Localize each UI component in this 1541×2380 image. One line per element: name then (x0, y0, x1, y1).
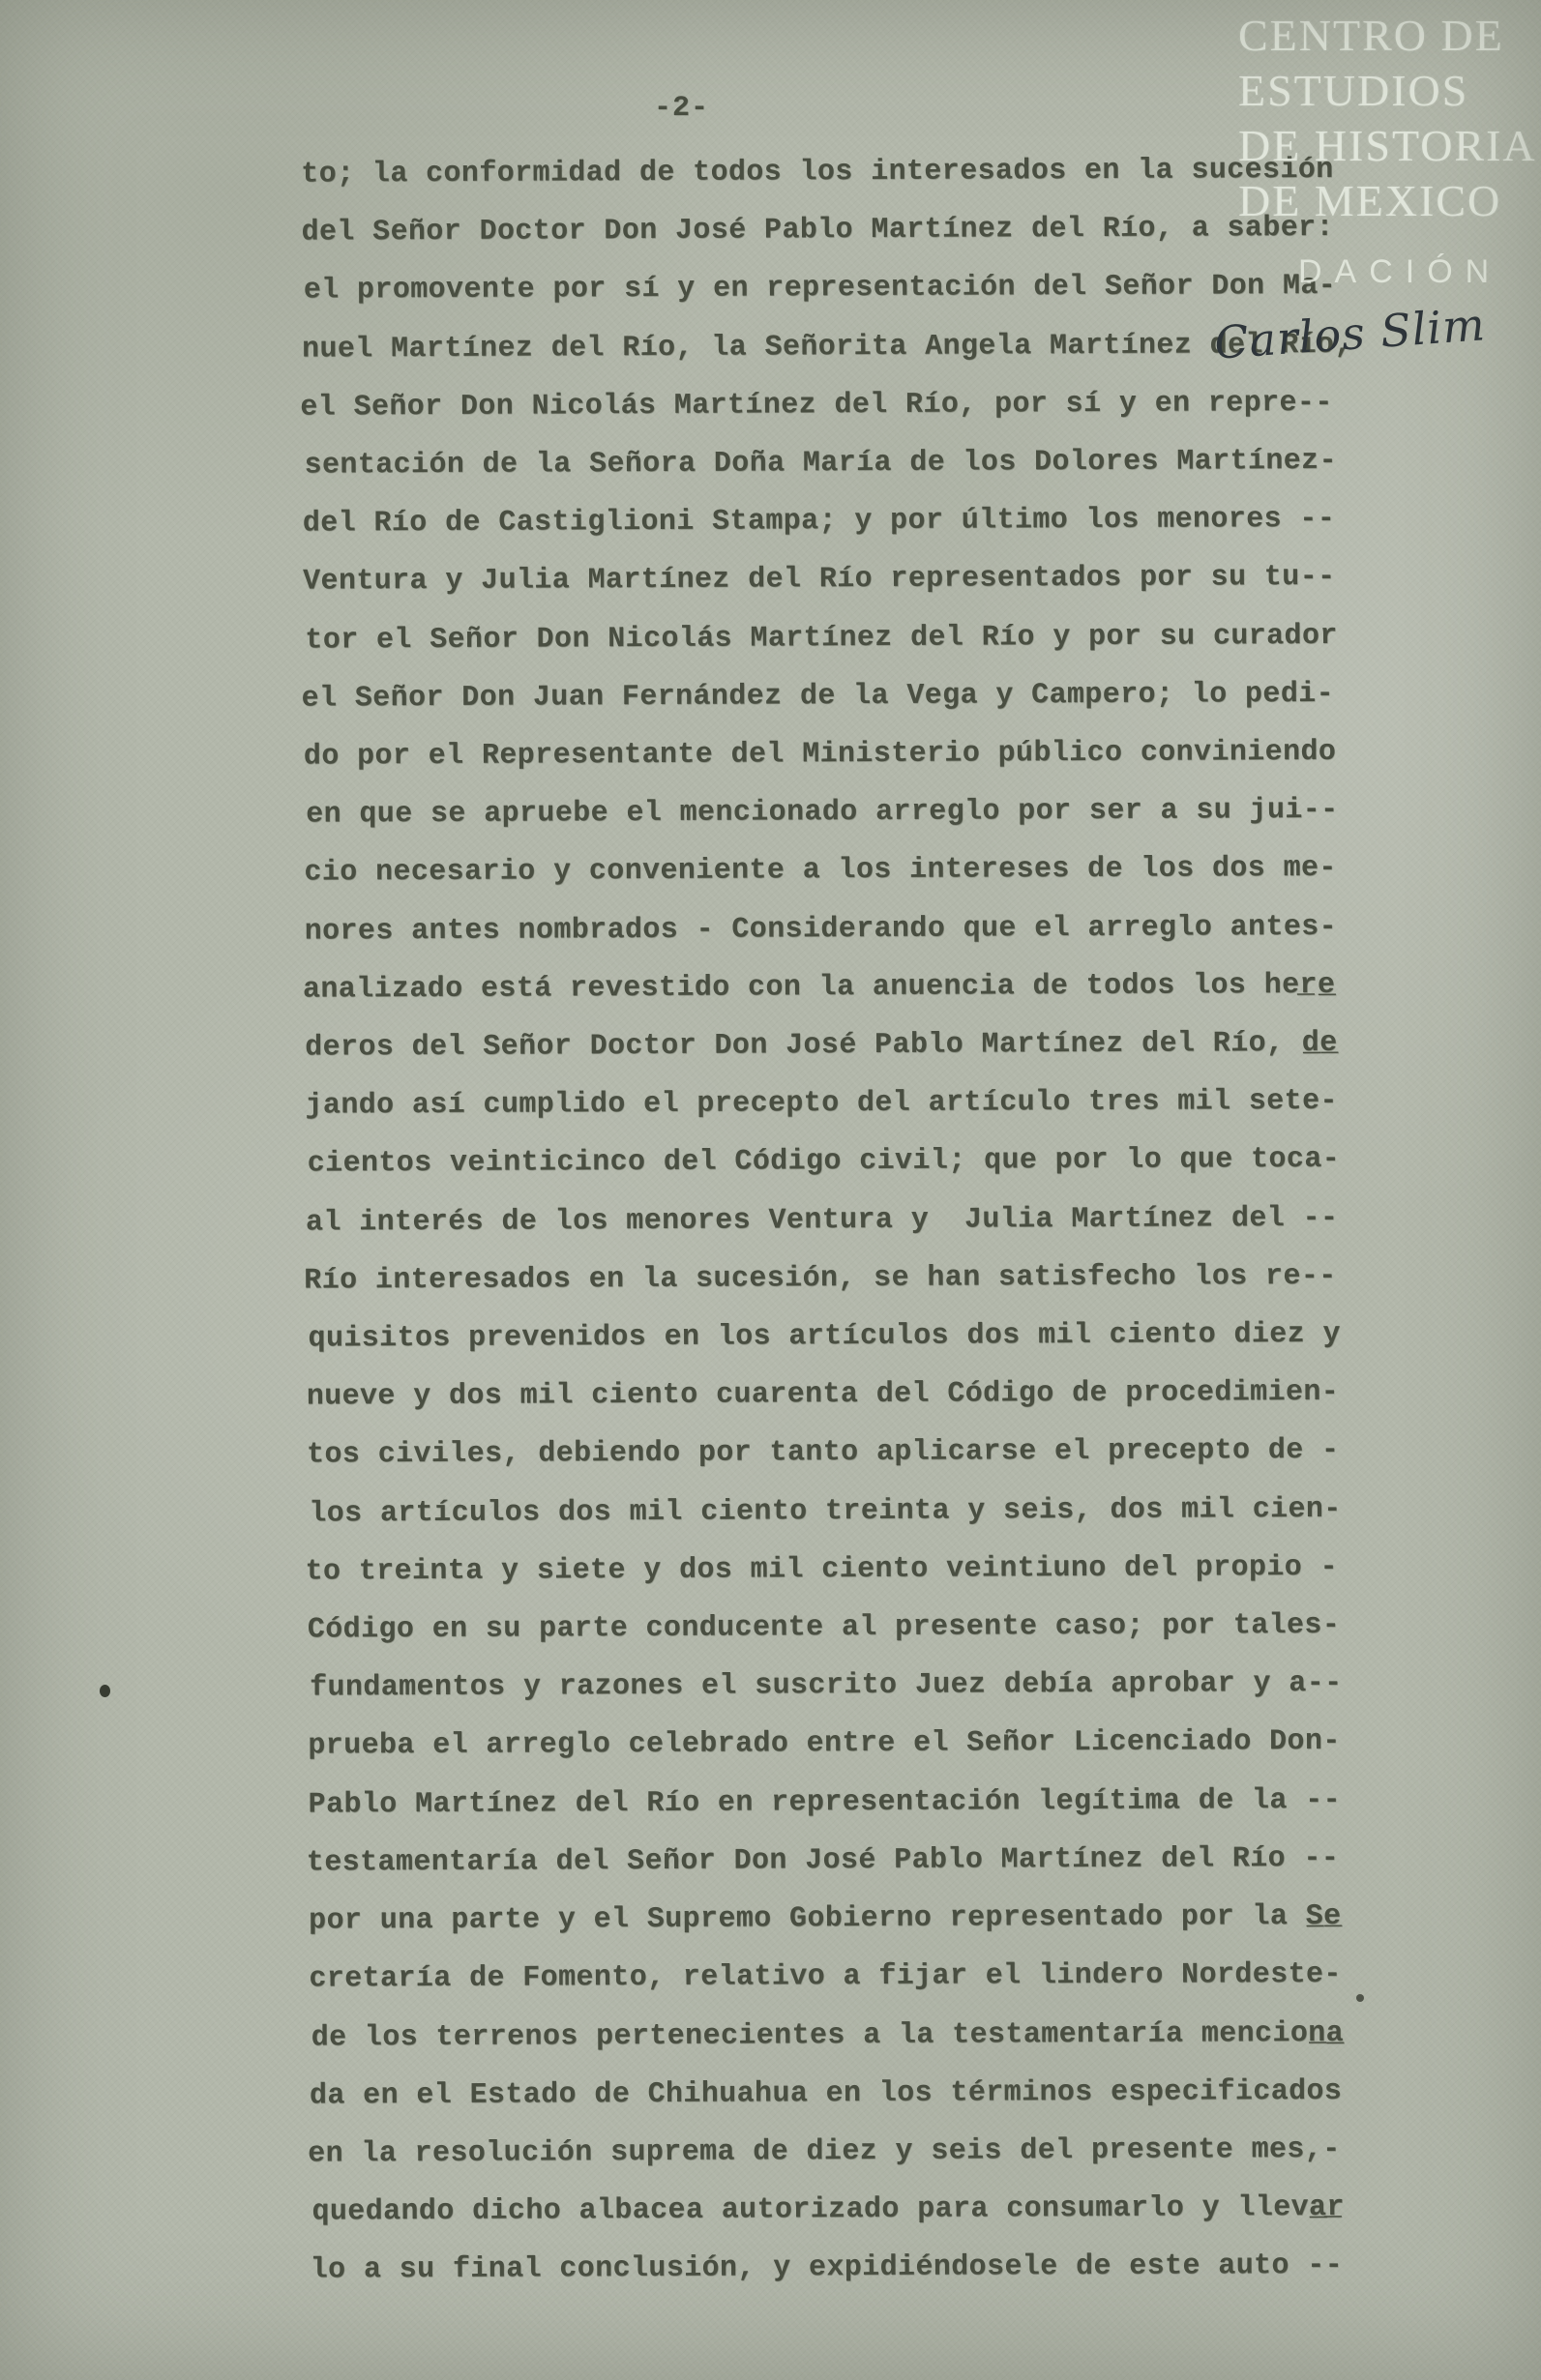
page-number: -2- (654, 92, 710, 125)
carlos-slim-signature: Carlos Slim (1212, 298, 1488, 369)
document-line: los artículos dos mil ciento treinta y seis, dos mil cien- (309, 1492, 1342, 1531)
document-line: cientos veinticinco del Código civil; que por lo que toca- (307, 1143, 1341, 1181)
document-line: testamentaría del Señor Don José Pablo Martínez del Río -- (306, 1841, 1340, 1880)
document-line: to treinta y siete y dos mil ciento veintiuno del propio - (305, 1550, 1339, 1589)
document-line: en que se apruebe el mencionado arreglo por ser a su jui-- (306, 794, 1339, 832)
document-line: el promovente por sí y en representación del Señor Don Ma- (303, 270, 1337, 308)
document-line: sentación de la Señora Doña María de los Dolores Martínez- (304, 444, 1338, 483)
watermark-line: CENTRO DE (1238, 11, 1504, 60)
document-line: da en el Estado de Chihuahua en los términos especificados (309, 2074, 1343, 2113)
document-line: deros del Señor Doctor Don José Pablo Martínez del Río, d̲e̲ (305, 1026, 1338, 1065)
document-line: Ventura y Julia Martínez del Río representados por su tu-- (303, 561, 1336, 599)
document-line: fundamentos y razones el suscrito Juez debía aprobar y a-- (310, 1667, 1343, 1705)
document-line: tor el Señor Don Nicolás Martínez del Río y por su curador (305, 619, 1338, 658)
document-line: de los terrenos pertenecientes a la testamentaría mencion̲a̲ (311, 2016, 1345, 2055)
document-line: lo a su final conclusión, y expidiéndosele de este auto -- (310, 2249, 1344, 2287)
document-line: el Señor Don Nicolás Martínez del Río, por sí y en repre-- (300, 386, 1333, 425)
document-line: Pablo Martínez del Río en representación legítima de la -- (308, 1783, 1342, 1822)
document-line: nueve y dos mil ciento cuarenta del Código de procedimien- (306, 1376, 1340, 1414)
document-line: nuel Martínez del Río, la Señorita Angela Martínez del Río, (301, 328, 1352, 367)
document-line: el Señor Don Juan Fernández de la Vega y Campero; lo pedi- (301, 677, 1335, 716)
watermark-line: DE HISTORIA (1238, 121, 1537, 170)
document-line: nores antes nombrados - Considerando que el arreglo antes- (304, 910, 1338, 949)
document-line: to; la conformidad de todos los interesados en la sucesión (301, 153, 1334, 191)
document-line: quedando dicho albacea autorizado para consumarlo y lleva̲r̲ (311, 2190, 1345, 2229)
document-line: quisitos prevenidos en los artículos dos mil ciento diez y (308, 1317, 1341, 1356)
document-line: jando así cumplido el precepto del artículo tres mil sete- (305, 1085, 1338, 1123)
document-line: del Río de Castiglioni Stampa; y por último los menores -- (302, 503, 1336, 541)
foundation-watermark: DACIÓN (1298, 253, 1502, 290)
document-line: al interés de los menores Ventura y Julia Martínez del -- (305, 1201, 1339, 1240)
document-line: tos civiles, debiendo por tanto aplicarse el precepto de - (306, 1434, 1340, 1473)
document-line: cretaría de Fomento, relativo a fijar el lindero Nordeste- (309, 1958, 1342, 1996)
paper-speck (1356, 1994, 1364, 2002)
document-line: Río interesados en la sucesión, se han satisfecho los re-- (304, 1259, 1337, 1298)
watermark-line: DE MEXICO (1238, 176, 1502, 225)
document-line: prueba el arreglo celebrado entre el Señor Licenciado Don- (308, 1725, 1341, 1764)
document-line: Código en su parte conducente al presente caso; por tales- (307, 1608, 1341, 1647)
document-line: do por el Representante del Ministerio público conviniendo (303, 735, 1337, 774)
document-text-block (301, 140, 1442, 2300)
document-line: por una parte y el Supremo Gobierno representado por la S̲e̲ (309, 1899, 1342, 1938)
watermark-line: ESTUDIOS (1238, 66, 1469, 115)
document-line: en la resolución suprema de diez y seis del presente mes,- (308, 2132, 1341, 2171)
document-line: cio necesario y conveniente a los intereses de los dos me- (304, 852, 1337, 890)
document-line: del Señor Doctor Don José Pablo Martínez del Río, a saber: (301, 212, 1334, 250)
document-line: analizado está revestido con la anuencia de todos los her̲e̲ (302, 968, 1336, 1007)
paper-speck (100, 1685, 110, 1697)
